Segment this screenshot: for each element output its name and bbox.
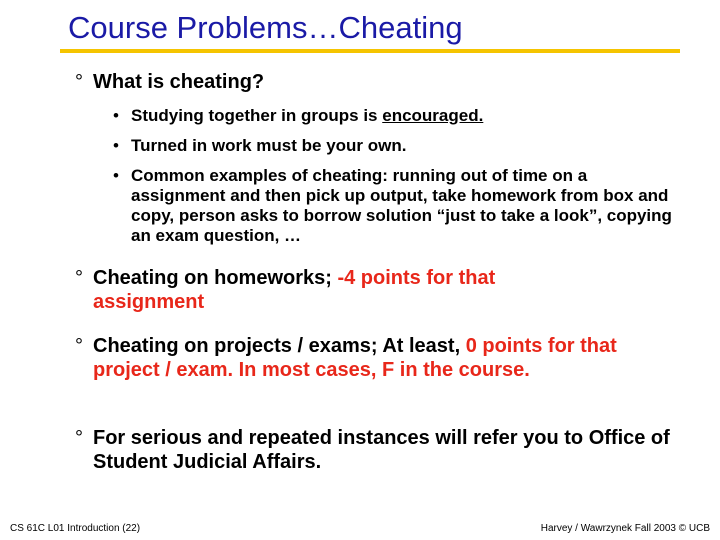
bullet-text: For serious and repeated instances will refer you to Office of Student Judicial Affairs. bbox=[93, 427, 670, 473]
bullet-text-plain: Cheating on projects / exams; At least, bbox=[93, 335, 466, 357]
bullet-text-emphasis: -4 points for that assignment bbox=[93, 267, 496, 313]
sub-bullet-examples bbox=[113, 166, 683, 246]
footer-course-label: CS 61C L01 Introduction (22) bbox=[10, 523, 141, 534]
sub-bullet-text: Common examples of cheating: running out of time on a assignment and then pick up output, take homework from box and copy, person asks to borrow solution “just to take a look”, copying an exam question, … bbox=[131, 166, 672, 245]
bullet-text-emphasis: 0 points for that project / exam. In most cases, F in the course. bbox=[93, 335, 617, 381]
bullet-text: What is cheating? bbox=[93, 71, 265, 93]
bullet-homework-cheating bbox=[75, 266, 595, 314]
sub-bullet-own-work bbox=[113, 136, 693, 156]
bullet-marker: ° bbox=[75, 335, 83, 357]
bullet-text bbox=[93, 334, 665, 382]
bullet-text-plain: Cheating on homeworks; bbox=[93, 267, 338, 289]
bullet-text bbox=[93, 266, 595, 314]
sub-bullet-marker: • bbox=[113, 166, 119, 185]
title-underline-rule bbox=[60, 49, 680, 53]
bullet-what-is-cheating bbox=[75, 70, 685, 94]
footer-credits: Harvey / Wawrzynek Fall 2003 © UCB bbox=[540, 523, 710, 534]
sub-bullet-marker: • bbox=[113, 136, 119, 155]
slide-title: Course Problems…Cheating bbox=[68, 10, 463, 45]
bullet-marker: ° bbox=[75, 71, 83, 93]
sub-bullet-text-plain: Studying together in groups is bbox=[131, 106, 383, 125]
sub-bullet-text: Turned in work must be your own. bbox=[131, 136, 407, 155]
bullet-marker: ° bbox=[75, 427, 83, 449]
bullet-serious-instances bbox=[75, 426, 685, 474]
sub-bullet-text-underlined: encouraged. bbox=[382, 106, 484, 125]
bullet-project-exam-cheating bbox=[75, 334, 665, 382]
sub-bullet-groups bbox=[113, 106, 693, 126]
sub-bullet-marker: • bbox=[113, 106, 119, 125]
sub-bullet-text bbox=[131, 106, 693, 126]
bullet-marker: ° bbox=[75, 267, 83, 289]
